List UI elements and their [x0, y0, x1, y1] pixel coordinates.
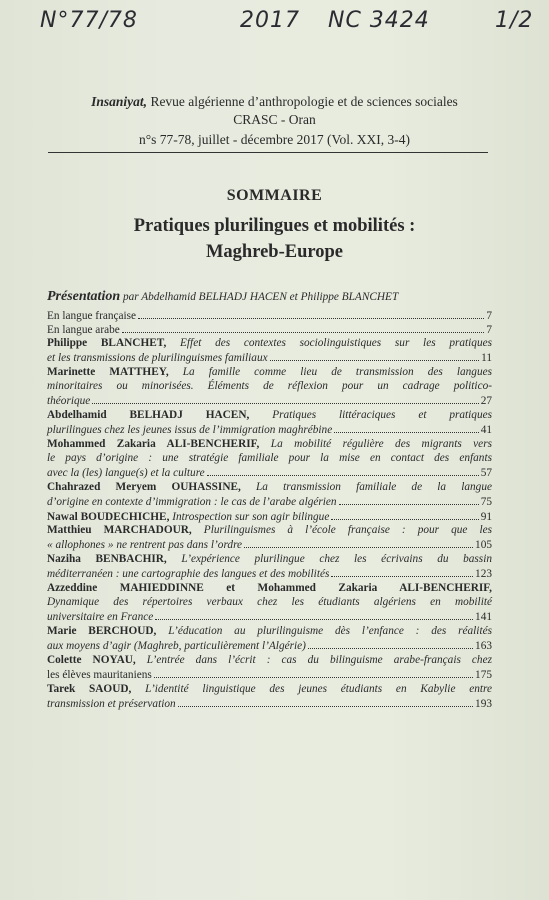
toc-entry-ouhassine[interactable]: Chahrazed Meryem OUHASSINE, La transmission familiale de la langue	[47, 481, 492, 493]
issue-line: n°s 77-78, juillet - décembre 2017 (Vol. XXI, 3-4)	[139, 132, 410, 147]
sommaire-title: SOMMAIRE	[226, 187, 323, 204]
toc-entry-marchadour[interactable]: Matthieu MARCHADOUR, Plurilinguismes à l’école française : pour que les	[47, 524, 493, 536]
toc-entry-berchoud-cont: aux moyens d’agir (Maghreb, particulièrement l’Algérie) 163	[47, 640, 492, 652]
toc-entry-matthey-cont: minoritaires ou minorisées. Éléments de réflexion pour un cadrage politico-	[47, 380, 492, 392]
presentation-heading	[47, 290, 492, 305]
toc-entry-saoud-cont: transmission et préservation 193	[47, 698, 492, 710]
toc-entry-mahieddinne-cont: Dynamique des répertoires verbaux chez les étudiants algériens en mobilité	[47, 596, 492, 608]
toc-entry-marchadour-cont: « allophones » ne rentrent pas dans l’ordre 105	[47, 539, 492, 551]
toc-entry-benbachir[interactable]: Naziha BENBACHIR, L’expérience plurilingue chez les écrivains du bassin	[47, 553, 492, 565]
toc-entry-blanchet-cont: et les transmissions de plurilinguismes familiaux 11	[47, 352, 492, 364]
journal-name: Insaniyat,	[91, 94, 148, 109]
toc-entry-berchoud[interactable]: Marie BERCHOUD, L’éducation au plurilinguisme dès l’enfance : des réalités	[47, 625, 492, 637]
toc-entry-arabic[interactable]: En langue arabe 7	[47, 324, 492, 336]
presentation-authors: par Abdelhamid BELHADJ HACEN et Philippe BLANCHET	[120, 291, 399, 303]
journal-description: Revue algérienne d’anthropologie et de sciences sociales	[147, 94, 458, 109]
toc-entry-noyau-cont: les élèves mauritaniens 175	[47, 669, 492, 681]
toc-entry-ouhassine-cont: d’origine en contexte d’immigration : le cas de l’arabe algérien 75	[47, 496, 492, 508]
journal-line	[0, 94, 549, 110]
theme-title-line2: Maghreb-Europe	[205, 242, 344, 262]
handwritten-number: N°77/78	[40, 8, 138, 33]
publisher-line: CRASC - Oran	[233, 112, 316, 127]
toc-entry-benbachir-cont: méditerranéen : une cartographie des langues et des mobilités 123	[47, 568, 492, 580]
toc-entry-saoud[interactable]: Tarek SAOUD, L’identité linguistique des jeunes étudiants en Kabylie entre	[47, 683, 492, 695]
toc-entry-matthey[interactable]: Marinette MATTHEY, La famille comme lieu de transmission des langues	[47, 366, 492, 378]
theme-title-line1: Pratiques plurilingues et mobilités :	[133, 216, 416, 236]
toc-entry-mahieddinne[interactable]: Azzeddine MAHIEDDINNE et Mohammed Zakaria ALI-BENCHERIF,	[47, 582, 492, 594]
toc-entry-ali-bencherif[interactable]: Mohammed Zakaria ALI-BENCHERIF, La mobilité régulière des migrants vers	[47, 438, 492, 450]
presentation-label: Présentation	[47, 289, 121, 304]
toc-entry-french[interactable]: En langue française 7	[47, 310, 492, 322]
toc-entry-belhadj[interactable]: Abdelhamid BELHADJ HACEN, Pratiques littéraciques et pratiques	[47, 409, 492, 421]
header-rule	[48, 152, 488, 153]
handwritten-code: NC 3424	[328, 8, 430, 33]
handwritten-year: 2017	[240, 8, 300, 33]
toc-entry-matthey-cont2: théorique 27	[47, 395, 492, 407]
toc-entry-boudechiche[interactable]: Nawal BOUDECHICHE, Introspection sur son agir bilingue 91	[47, 511, 492, 523]
toc-entry-blanchet[interactable]: Philippe BLANCHET, Effet des contextes sociolinguistiques sur les pratiques	[47, 337, 493, 349]
toc-entry-belhadj-cont: plurilingues chez les jeunes issus de l’immigration maghrébine 41	[47, 424, 492, 436]
toc-entry-noyau[interactable]: Colette NOYAU, L’entrée dans l’écrit : cas du bilinguisme arabe-français chez	[47, 654, 492, 666]
toc-entry-mahieddinne-cont2: universitaire en France 141	[47, 611, 492, 623]
handwritten-part: 1/2	[495, 8, 534, 33]
toc-entry-ali-bencherif-cont: le pays d’origine : une stratégie familiale pour la mise en contact des enfants	[47, 452, 492, 464]
toc-entry-ali-bencherif-cont2: avec la (les) langue(s) et la culture 57	[47, 467, 492, 479]
